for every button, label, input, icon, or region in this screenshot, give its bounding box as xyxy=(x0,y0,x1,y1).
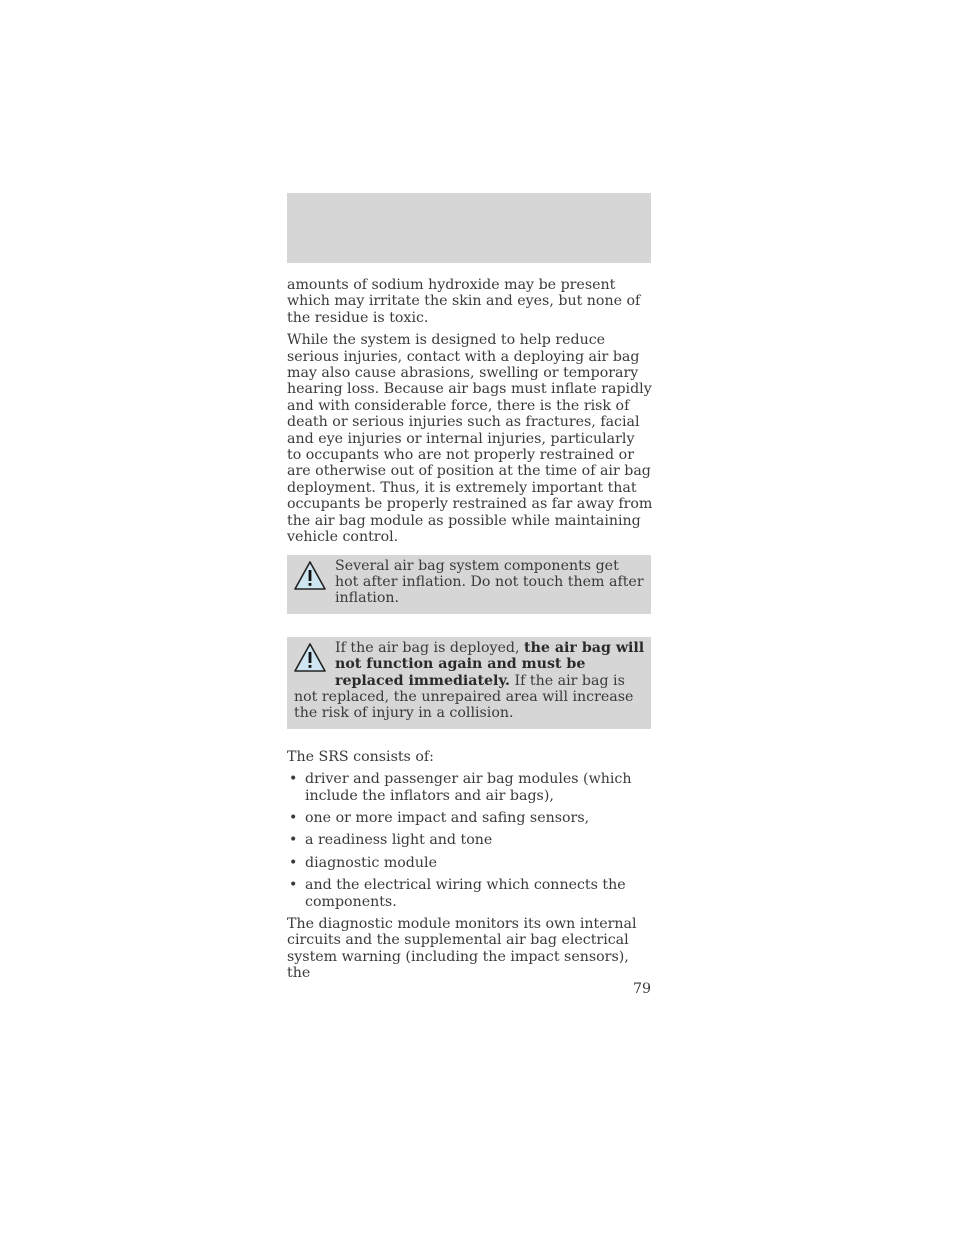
page-number: 79 xyxy=(632,981,651,997)
list-item-text: diagnostic module xyxy=(305,854,437,871)
warning-text-after: If the air bag is not replaced, the unrepaired area will increase the risk of injury in a collision. xyxy=(294,672,634,722)
section-header-bar xyxy=(287,193,651,263)
list-item-text: driver and passenger air bag modules (which include the inflators and air bags), xyxy=(305,771,632,804)
list-item xyxy=(287,810,653,826)
list-item xyxy=(287,832,653,848)
warning-triangle-icon xyxy=(293,560,327,592)
list-item xyxy=(287,855,653,871)
warning-triangle-icon xyxy=(293,642,327,674)
list-item-text: and the electrical wiring which connects the components. xyxy=(305,877,626,910)
bullet: • xyxy=(289,832,298,849)
list-item xyxy=(287,877,653,910)
paragraph-sodium-hydroxide: amounts of sodium hydroxide may be present which may irritate the skin and eyes, but none of the residue is toxic. xyxy=(287,277,641,326)
bullet: • xyxy=(289,877,298,894)
bullet: • xyxy=(289,809,298,826)
page-content xyxy=(287,277,653,988)
list-item xyxy=(287,771,653,804)
srs-intro: The SRS consists of: xyxy=(287,748,434,765)
warning-box-hot-components xyxy=(287,555,651,614)
warning-text-hot-components: Several air bag system components get hot after inflation. Do not touch them after inflation. xyxy=(335,557,644,607)
list-item-text: a readiness light and tone xyxy=(305,832,493,849)
bullet: • xyxy=(289,771,298,788)
paragraph-injury-risk: While the system is designed to help reduce serious injuries, contact with a deploying air bag may also cause abrasions, swelling or temporary hearing loss. Because air bags must inflate rapidly and with considerable force, there is the risk of death or serious injuries such as fractures, facial and eye injuries or internal injuries, particularly to occupants who are not properly restrained or are otherwise out of position at the time of air bag deployment. Thus, it is extremely important that occupants be properly restrained as far away from the air bag module as possible while maintaining vehicle control. xyxy=(287,332,653,546)
paragraph-diagnostic-module: The diagnostic module monitors its own internal circuits and the supplemental air bag electrical system warning (including the impact sensors), the xyxy=(287,916,637,982)
warning-text-before: If the air bag is deployed, xyxy=(335,639,525,656)
warning-box-replace-airbag xyxy=(287,637,651,729)
srs-component-list xyxy=(287,771,653,910)
list-item-text: one or more impact and safing sensors, xyxy=(305,809,590,826)
bullet: • xyxy=(289,854,298,871)
warning-text-bold: the air bag will not function again and must be replaced immediately. xyxy=(335,639,645,689)
